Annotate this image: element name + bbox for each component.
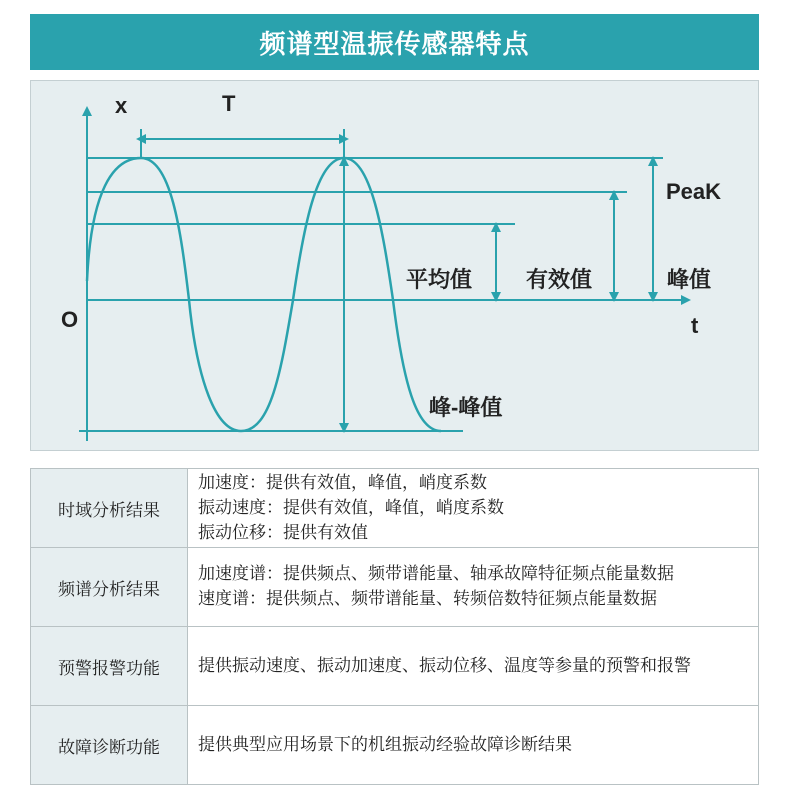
- origin-label: O: [61, 307, 79, 332]
- waveform-svg: [31, 81, 760, 452]
- waveform-diagram: [30, 80, 759, 451]
- table-row: [31, 706, 759, 785]
- row-heading: 时域分析结果: [31, 469, 188, 548]
- peak-label: PeaK: [666, 179, 722, 204]
- rms-label: 有效值: [526, 267, 593, 292]
- page-title: [30, 14, 759, 70]
- row-content: [188, 627, 759, 706]
- row-heading: 预警报警功能: [31, 627, 188, 706]
- row-line: 加速度谱：提供频点、频带谱能量、轴承故障特征频点能量数据: [198, 564, 674, 584]
- row-line: 振动速度：提供有效值，峰值，峭度系数: [198, 497, 504, 518]
- peak-to-peak-label: 峰-峰值: [429, 395, 503, 420]
- row-content: [188, 548, 759, 627]
- row-line: 提供典型应用场景下的机组振动经验故障诊断结果: [198, 734, 572, 755]
- row-heading: 频谱分析结果: [31, 548, 188, 627]
- page-title-text: 频谱型温振传感器特点: [259, 29, 530, 60]
- row-content: [188, 469, 759, 548]
- feature-table: [30, 468, 759, 785]
- row-content: [188, 706, 759, 785]
- row-line: 振动位移：提供有效值: [198, 522, 368, 543]
- table-row: [31, 469, 759, 548]
- row-line: 提供振动速度、振动加速度、振动位移、温度等参量的预警和报警: [198, 655, 691, 676]
- x-axis-label: x: [115, 93, 128, 118]
- time-label: t: [691, 313, 699, 338]
- row-heading: 故障诊断功能: [31, 706, 188, 785]
- table-row: [31, 627, 759, 706]
- table-row: [31, 548, 759, 627]
- period-label: T: [222, 91, 236, 116]
- sine-wave: [87, 158, 441, 431]
- average-label: 平均值: [406, 267, 473, 292]
- row-line: 速度谱：提供频点、频带谱能量、转频倍数特征频点能量数据: [198, 589, 657, 609]
- peak-value-label: 峰值: [667, 267, 712, 292]
- row-line: 加速度：提供有效值，峰值，峭度系数: [198, 472, 487, 493]
